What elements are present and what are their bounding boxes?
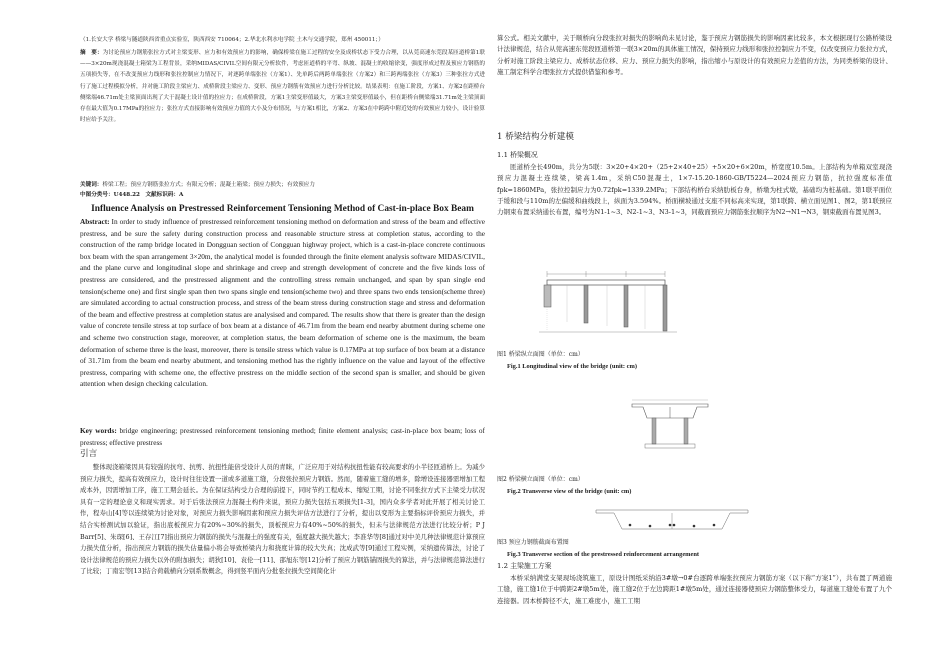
keywords-cn-text: 桥梁工程；预应力钢筋张拉方式；有限元分析；混凝土箱梁；预应力损失；有效预应力: [102, 182, 315, 188]
keywords-en: [80, 425, 485, 448]
abstract-en-label: Abstract:: [80, 217, 110, 226]
section-1-1-heading: 1.1 桥梁概况: [497, 151, 538, 159]
figure-3-tendon-section: [592, 505, 752, 535]
affiliations: （1.长安大学 桥梁与隧道陕西省重点实验室，陕西西安 710064；2.华北水利水电学院 土木与交通学院，郑州 450011；）: [80, 37, 384, 43]
figure-1-caption-en: Fig.1 Longitudinal view of the bridge (unit: cm): [507, 363, 637, 370]
intro-heading: 引言: [80, 449, 98, 459]
keywords-en-label: Key words:: [80, 426, 117, 435]
figure-3-caption: 图3 预应力钢筋截面布置图: [497, 539, 569, 546]
figure-3-caption-en: Fig.3 Transverse section of the prestressed reinforcement arrangement: [507, 551, 700, 558]
abstract-en-text: In order to study influence of prestressed reinforcement tensioning method on deformation and stress of the beam and effective prestress, and be sure the safety during construction process and reasonable structure stress at completion status, according to the construction of the ramp bridge located in Dongguan section of Congguan highway project, which is a cast-in-place concrete continuous box beam with the span arrangement 3×20m, the analytical model is founded through the finite element analysis software MIDAS/CIVIL, and the plane curve and longitudinal slope and shrinkage and creep and strength development of concrete and the five kinds loss of prestress are considered, and the prestressed alignment and the controlling stress remain unchanged, and span by span single end tension(scheme one) and first single span then two spans single end tension(scheme two) and three spans two ends tension(scheme three) are simulated according to actual construction process, and stress of the beam stress during construction stage and stress and deformation of the beam and effective prestress at completion status are analysised and compared. The results show that there is greater than the design value of concrete tensile stress at top surface of box beam at a distance of 46.71m from the beam end nearby abutment during scheme one and scheme two construction stage, moreover, at completion status, the beam deformation of scheme one is the maximum, the beam deformation of scheme three is the least, moreover, there is tensile stress which value is 0.17MPa at top surface of box beam at a distance of 31.71m from the beam end nearby abutment, and tensioning method has the rightly influence on the value and layout of the effective prestress, comparing with scheme one, the effective prestress on the middle section of the second span is smaller, and should be given attention when design checking calculation.: [80, 217, 485, 389]
abstract-en: [80, 216, 485, 390]
intro-continuation: 算公式。相关文献中，关于顺桥向分段张拉对损失的影响尚未见讨论，鉴于预应力钢筋损失的影响因素比较多，本文根据现行公路桥梁设计法律规范，结合从莞高速东莞段匝道桥第一联3×20m的具体施工情况，保持预应力线形和张拉控制应力不变，仅改变预应力张拉方式，分析对施工阶段主梁应力、成桥状态位移、应力、预应力损失的影响，指出缩小与原设计的有效预应力差值的方法，为同类桥梁的设计、施工制定科学合理张拉方式提供借鉴和参考。: [497, 34, 892, 76]
figure-2-transverse-view: [627, 396, 713, 456]
keywords-cn: [80, 181, 485, 190]
abstract-cn: [80, 48, 485, 126]
figure-2-caption: 图2 桥梁横立面图（单位：cm）: [497, 476, 584, 483]
abstract-cn-label: 摘 要：: [80, 50, 103, 56]
keywords-en-text: bridge engineering; prestressed reinforcement tensioning method; finite element analysis; cast-in-place box beam; loss of prestress; effective prestress: [80, 426, 485, 447]
figure-2-caption-en: Fig.2 Transverse view of the bridge (unit: cm): [507, 488, 632, 495]
abstract-cn-text: 为讨论预应力钢筋张拉方式对主梁变形、应力和有效预应力的影响，确保桥梁在施工过程的安全及成桥状态下受力合理，以从莞高速东莞段某匝道桥第1联——3×20m现浇混凝土箱梁为工程背景，采纳MIDAS/CIVIL空间有限元分析软件，考虑匝道桥的平弯、纵坡、混凝土的收缩徐变，强度形成过程及预应力钢筋的五项损失等，在不改变预应力线形和张拉控制应力情况下，对逐跨单端张拉（方案1）、先单跨后两跨单端张拉（方案2）和三跨两端张拉（方案3）三种张拉方式进行了施工过程模拟分析，并对施工阶段主梁应力、成桥阶段主梁应力、变形、预应力钢筋有效预应力进行分析比较。结果表明：在施工阶段，方案1、方案2在距桥台侧梁端46.71m处主梁顶面出现了大于混凝土设计值的拉应力；在成桥阶段，方案1主梁变形值最大，方案3主梁变形值最小，但在距桥台侧梁端31.71m处主梁顶面存在最大值为0.17MPa的拉应力；张拉方式直接影响有效预应力值的大小及分布情况，与方案1相比，方案2、方案3在中跨跨中附近处的有效预应力较小，设计验算时应给予关注。: [80, 50, 485, 124]
section-1-heading: 1 桥梁结构分析建模: [497, 132, 574, 142]
title-en: Influence Analysis on Prestressed Reinforcement Tensioning Method of Cast-in-place Box Beam: [91, 204, 474, 214]
figure-1-caption: 图1 桥梁纵立面图（单位：cm）: [497, 351, 584, 358]
keywords-cn-label: 关键词：: [80, 182, 103, 188]
section-1-2-heading: 1.2 主梁施工方案: [497, 562, 552, 570]
intro-text: 整体现浇箱梁因具有较强的抗弯、抗剪、抗扭性能倍受设计人员的青睐，广泛应用于对结构抗扭性能有较高要求的小半径匝道桥上。为减少预应力损失，提高有效预应力，设计时往往设置一道或多道施工缝，分段张拉预应力钢筋。然而，随着施工缝的增多，除增设连接器需增加工程成本外，因需增加工序，施工工期会延长。为在保证结构受力合理的前提下，同时节约工程成本、缩短工期，讨论不同张拉方式下主梁受力状况具有一定的理论意义和现实需求。对于后张法预应力混凝土构件来说，预应力损失包括五项损失[1-3]，国内众多学者对此开展了相关讨论工作，程寿山[4]等以连续梁为讨论对象，对预应力损失影响因素和预应力损失评估方法进行了分析，提出以变形为主要指标评价预应力损失，并结合实桥测试加以验证，指出底板预应力有20%~30%的损失，顶板预应力有40%~50%的损失，但未与法律规范方法进行比较分析；P J Barr[5]、朱琛[6]、王存江[7]指出预应力钢筋的损失与混凝土的强度有关，强度越大损失越大；李准华等[8]通过对中美几种法律规范计算预应力损失值分析，指出预应力钢筋的损失估量偏小将会导致桥梁内力和挠度计算的较大失真；沈成武等[9]通过工程实例，采纳遗传算法，讨论了设计法律规范的预应力损失以外的附加损失；胡狄[10]、袁伦一[11]、邵旭东等[12]分析了预应力钢筋锚固损失的算法，并与法律规范算法进行了比较；丁南宏等[13]结合荷载横向分别系数概念，得到竖平面内分批张拉损失空间简化计: [80, 463, 485, 576]
figure-1-longitudinal-view: [537, 262, 687, 338]
classification: 中图分类号：U448.22 文献标识码：A: [80, 192, 184, 198]
section-1-1-text: 匝道桥全长490m，共分为5联：3×20+4×20+（25+2×40+25）+5×20+6×20m，桥宽度10.5m。上部结构为单箱双室现浇预应力混凝土连续梁，梁高1.4m，采纳C50混凝土，1×7-15.20-1860-GB/T5224—2024预应力钢筋，抗拉强度标准值fpk=1860MPa，张拉控制应力为0.72fpk=1339.2MPa；下部结构桥台采纳肋板台身，桥墩为柱式墩，基础均为桩基础。第1联平面位于缓和段与110m的左偏缓和曲线段上，纵面为3.594%。桥面横坡通过支座不同标高来实现，第1联跨、横立面见图1、图2，第1联预应力钢束布置采纳通长布置，编号为N1-1~3、N2-1~3、N3-1~3，同截面预应力钢筋张拉顺序为N2→N1→N3，钢束截面布置见图3。: [497, 163, 892, 217]
section-1-2-text: 本桥采纳满堂支架现场浇筑施工，原设计图纸采纳沿3#墩→0#台逐跨单端张拉预应力钢筋方案（以下称“方案1”），共布置了两道施工缝，施工缝1位于中跨距2#墩5m处，施工缝2位于左边跨距1#墩5m处，通过连接器使预应力钢筋整体受力，每道施工缝处布置了九个连接器。因本桥跨径不大，施工难度小，施工工期: [497, 574, 892, 605]
